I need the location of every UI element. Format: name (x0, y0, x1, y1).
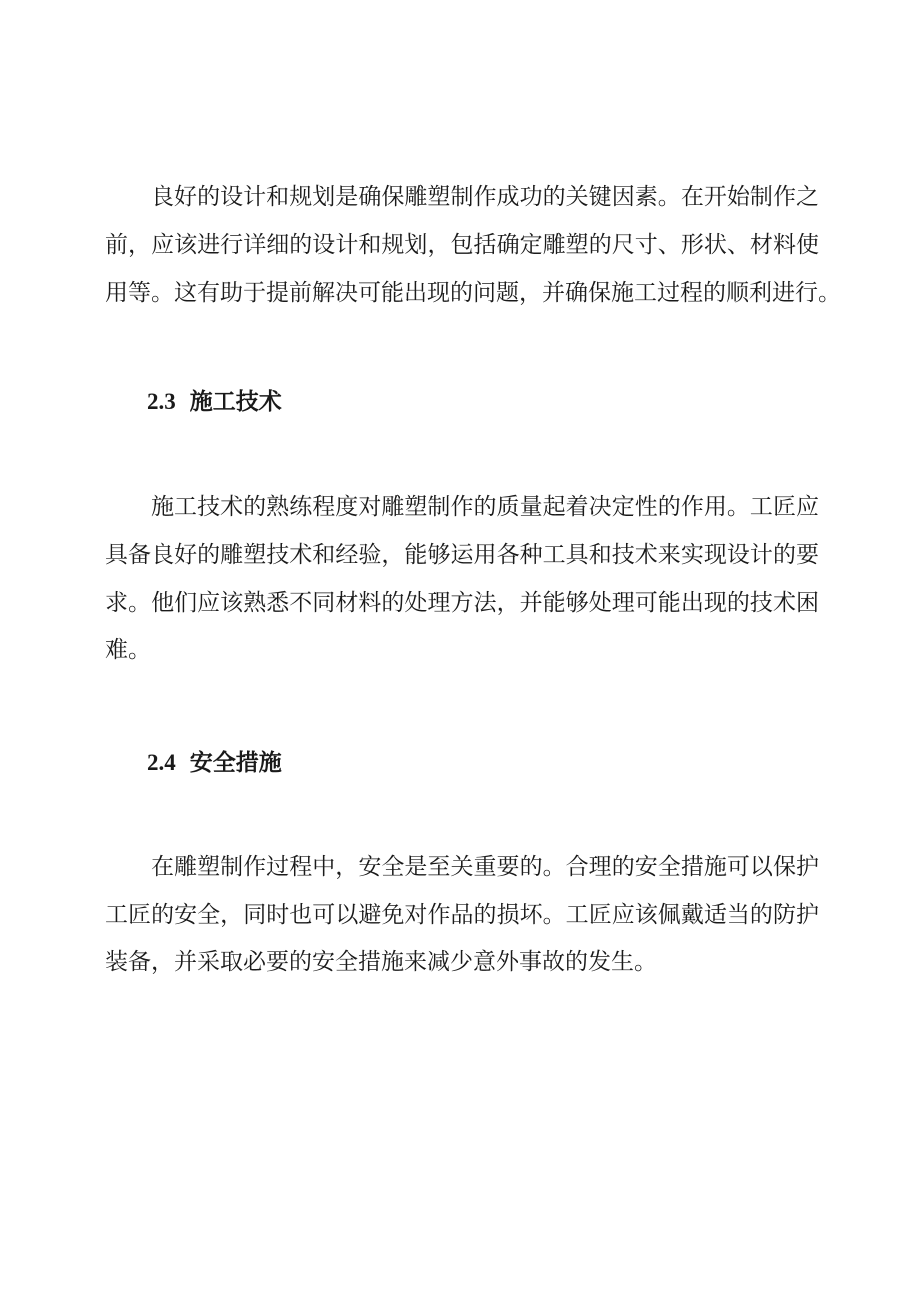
paragraph-line: 求。他们应该熟悉不同材料的处理方法，并能够处理可能出现的技术困 (105, 590, 819, 616)
paragraph-line: 难。 (105, 637, 151, 663)
paragraph-line: 装备，并采取必要的安全措施来减少意外事故的发生。 (105, 949, 657, 975)
section-number: 2.3 (147, 389, 176, 414)
paragraph-line: 具备良好的雕塑技术和经验，能够运用各种工具和技术来实现设计的要 (105, 542, 819, 568)
section-number: 2.4 (147, 750, 176, 775)
paragraph-line: 施工技术的熟练程度对雕塑制作的质量起着决定性的作用。工匠应 (151, 494, 819, 520)
paragraph-line: 前，应该进行详细的设计和规划，包括确定雕塑的尺寸、形状、材料使 (105, 232, 819, 258)
paragraph-line: 用等。这有助于提前解决可能出现的问题，并确保施工过程的顺利进行。 (105, 280, 841, 306)
section-title: 安全措施 (189, 750, 282, 776)
paragraph-line: 工匠的安全，同时也可以避免对作品的损坏。工匠应该佩戴适当的防护 (105, 902, 819, 928)
section-heading-2-4 (147, 739, 282, 787)
section-heading-2-3 (147, 378, 282, 426)
section-title: 施工技术 (189, 389, 282, 415)
paragraph-line: 良好的设计和规划是确保雕塑制作成功的关键因素。在开始制作之 (151, 184, 819, 210)
paragraph-line: 在雕塑制作过程中，安全是至关重要的。合理的安全措施可以保护 (151, 854, 819, 880)
